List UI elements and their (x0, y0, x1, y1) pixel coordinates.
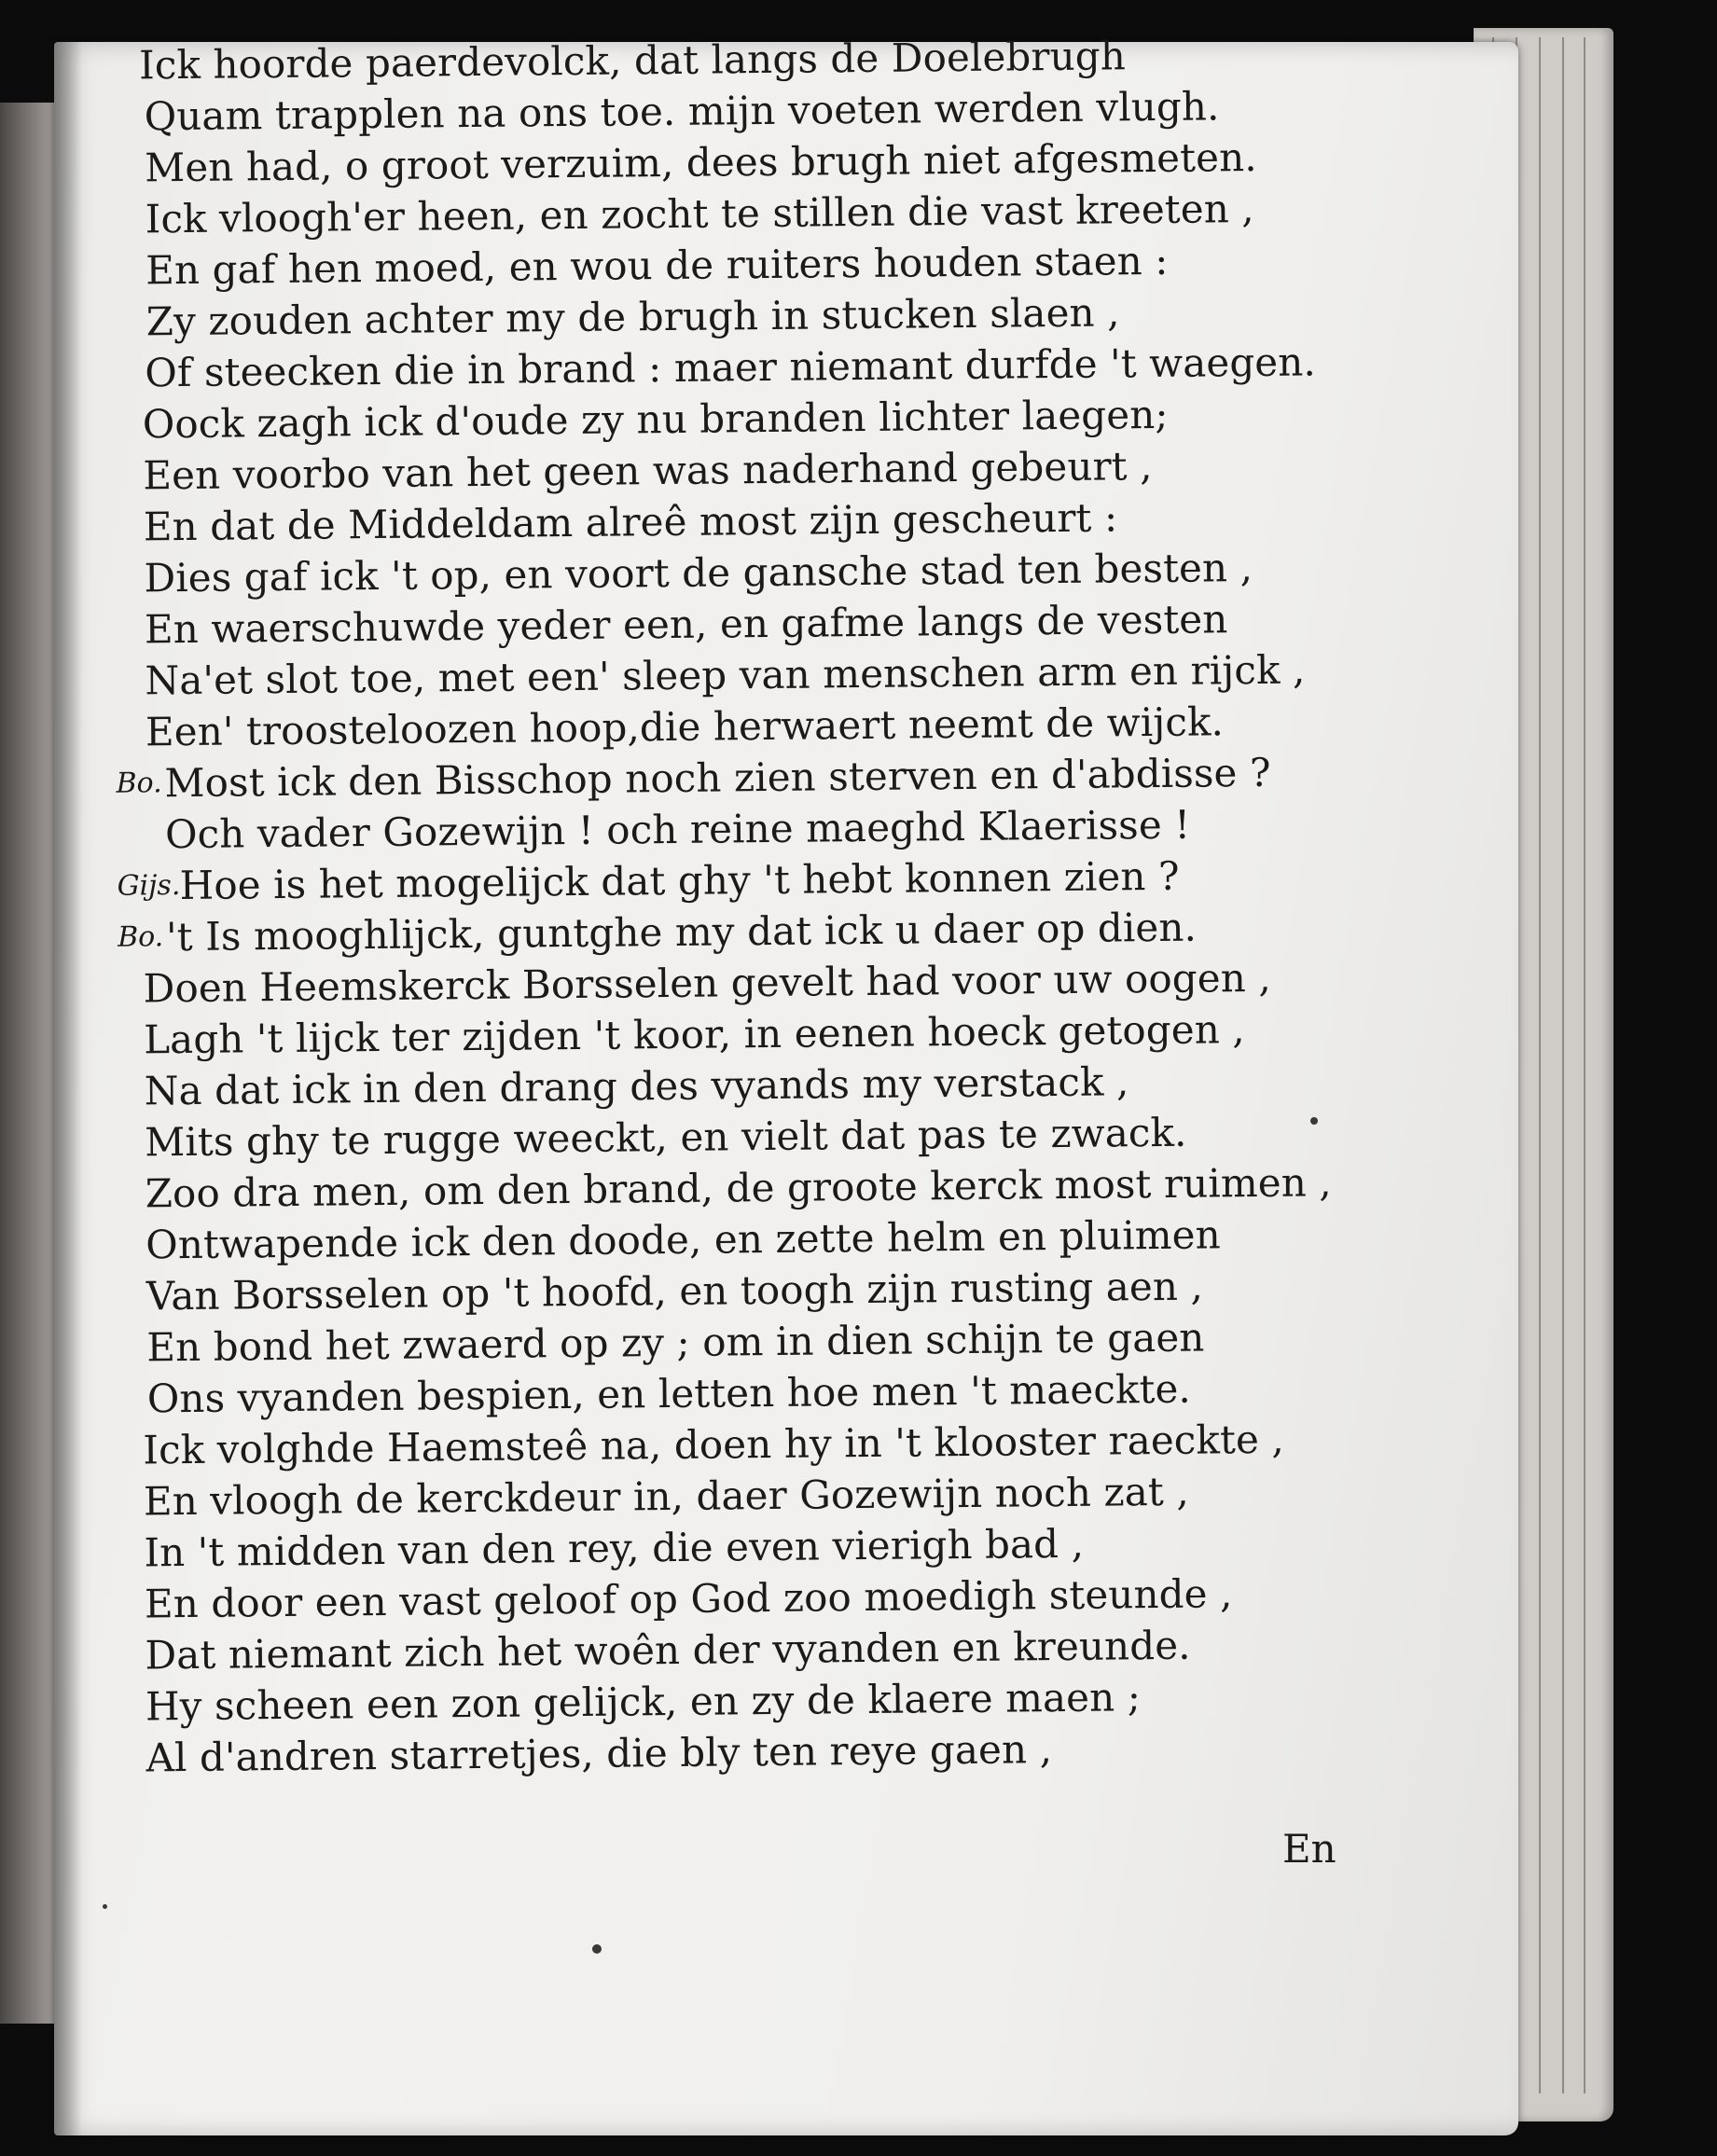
verse-line: Dies gaf ick 't op, en voort de gansche stad ten besten , (144, 545, 1253, 601)
verse-line: Ontwapende ick den doode, en zette helm en pluimen (145, 1211, 1222, 1268)
verse-line: Zy zouden achter my de brugh in stucken slaen , (145, 289, 1120, 345)
speaker-label: Bo. (116, 767, 162, 800)
verse-line: Oock zagh ick d'oude zy nu branden lichter laegen; (142, 391, 1169, 448)
verse-line: En dat de Middeldam alreê most zijn gescheurt : (143, 494, 1118, 550)
verse-line: En door een vast geloof op God zoo moedigh steunde , (144, 1570, 1233, 1627)
verse-line: Ick vloogh'er heen, en zocht te stillen die vast kreeten , (145, 185, 1254, 242)
ink-speck (592, 1944, 602, 1954)
verse-line: Na'et slot toe, met een' sleep van menschen arm en rijck , (145, 646, 1306, 704)
verse-line: Hoe is het mogelijck dat ghy 't hebt konnen zien ? (179, 852, 1180, 909)
verse-line: Of steecken die in brand : maer niemant durfde 't waegen. (145, 339, 1317, 396)
verse-line: Zoo dra men, om den brand, de groote kerck most ruimen , (145, 1159, 1332, 1217)
verse-line: Mits ghy te rugge weeckt, en vielt dat pas te zwack. (145, 1109, 1187, 1166)
verse-line: En vloogh de kerckdeur in, daer Gozewijn noch zat , (143, 1468, 1189, 1525)
verse-line: Och vader Gozewijn ! och reine maeghd Klaerisse ! (164, 801, 1191, 858)
catchword: En (1282, 1826, 1336, 1872)
verse-line: En bond het zwaerd op zy ; om in dien schijn te gaen (146, 1314, 1205, 1371)
speaker-label: Bo. (117, 920, 164, 954)
speaker-label: Gijs. (117, 869, 181, 903)
verse-line: Dat niemant zich het woên der vyanden en kreunde. (145, 1622, 1191, 1679)
verse-line: Al d'andren starretjes, die bly ten reye gaen , (145, 1726, 1053, 1781)
verse-line: En gaf hen moed, en wou de ruiters houden staen : (145, 237, 1169, 294)
verse-line: Doen Heemskerck Borsselen gevelt had voor uw oogen , (143, 954, 1272, 1012)
verse-line: Van Borsselen op 't hoofd, en toogh zijn rusting aen , (145, 1263, 1204, 1320)
verse-line: Quam trapplen na ons toe. mijn voeten werden vlugh. (144, 83, 1220, 140)
verse-line: Men had, o groot verzuim, dees brugh niet afgesmeten. (144, 133, 1257, 191)
ink-speck (103, 1904, 107, 1909)
verse-line: Hy scheen een zon gelijck, en zy de klaere maen ; (145, 1674, 1142, 1730)
verse-line: In 't midden van den rey, die even vierigh bad , (144, 1520, 1085, 1576)
ink-speck (1310, 1117, 1318, 1125)
verse-line: Ick hoorde paerdevolck, dat langs de Doelebrugh (138, 33, 1127, 89)
verse-line: Een voorbo van het geen was naderhand gebeurt , (143, 443, 1153, 499)
verse-line: En waerschuwde yeder een, en gafme langs de vesten (144, 596, 1228, 653)
verse-line: Ons vyanden bespien, en letten hoe men 't maeckte. (146, 1365, 1192, 1422)
verse-line: Ick volghde Haemsteê na, doen hy in 't klooster raeckte , (143, 1416, 1285, 1473)
verse-line: Na dat ick in den drang des vyands my verstack , (144, 1058, 1129, 1114)
verse-line: Most ick den Bisschop noch zien sterven en d'abdisse ? (164, 749, 1271, 807)
verse-line: Een' troosteloozen hoop,die herwaert neemt de wijck. (145, 698, 1225, 755)
verse-line: 't Is mooghlijck, guntghe my dat ick u daer op dien. (165, 904, 1198, 961)
verse-line: Lagh 't lijck ter zijden 't koor, in eenen hoeck getogen , (143, 1006, 1245, 1063)
